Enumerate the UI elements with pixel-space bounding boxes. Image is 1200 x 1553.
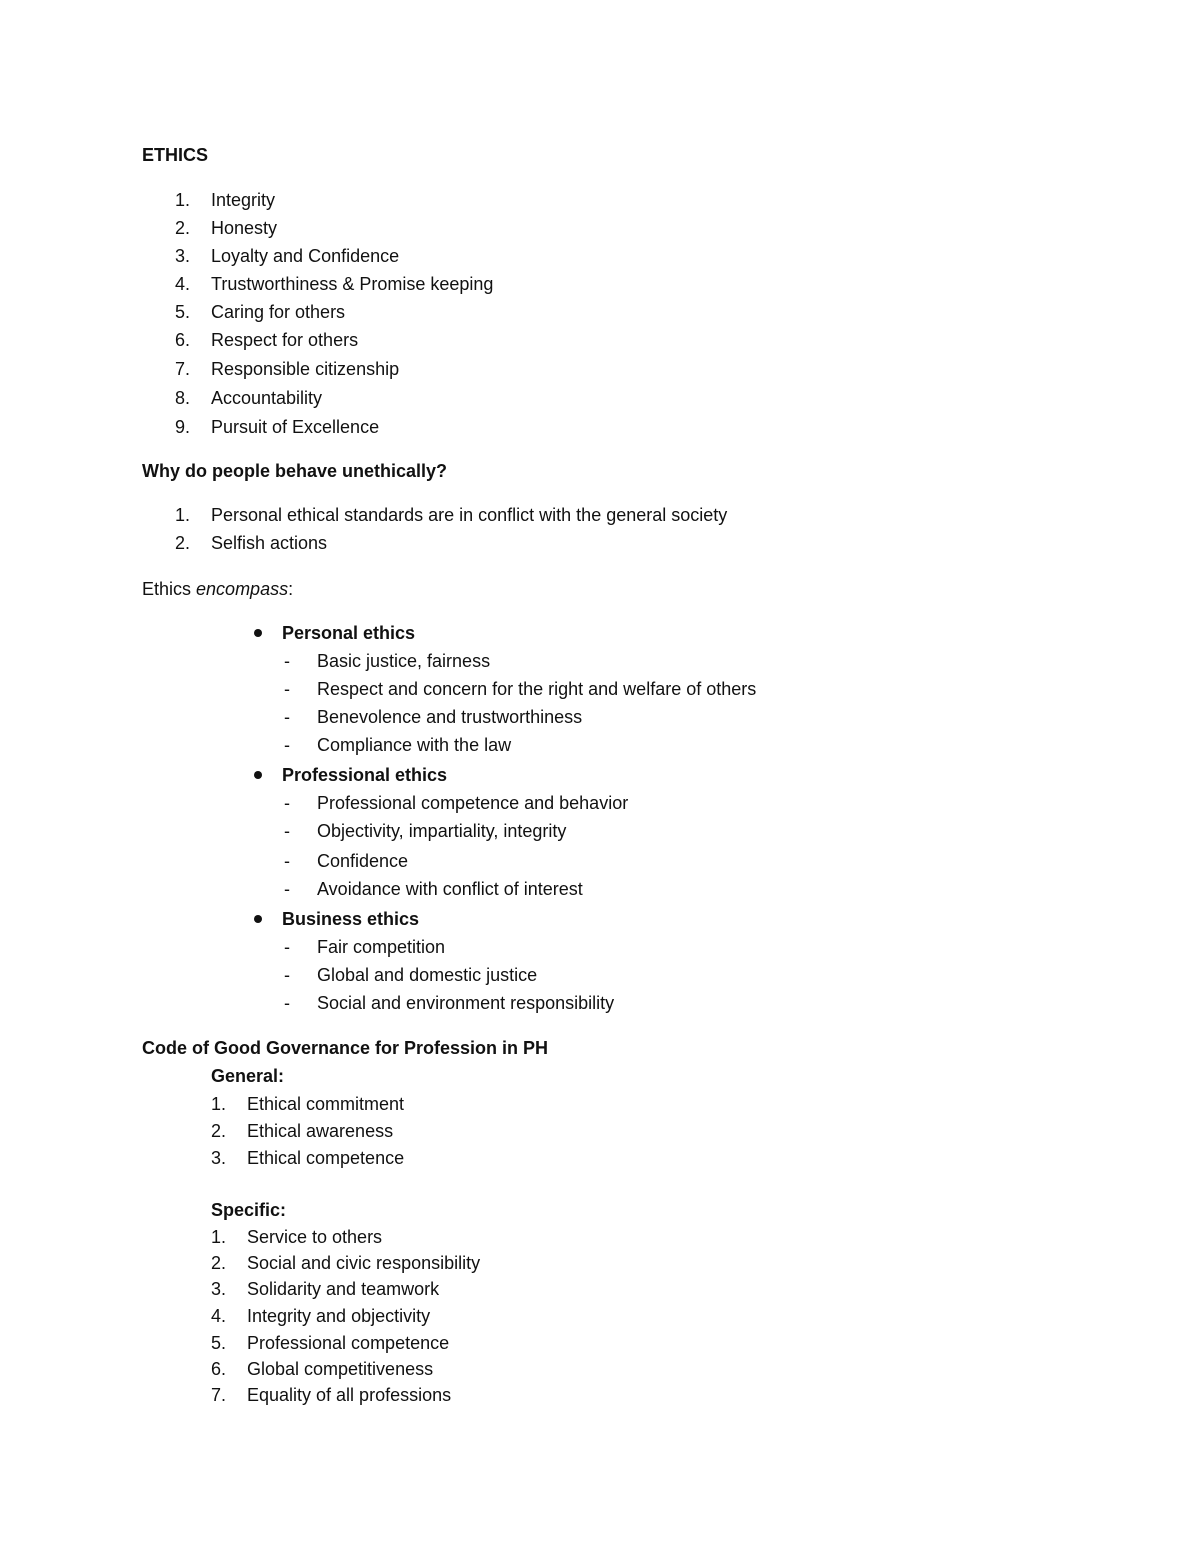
list-item	[211, 273, 493, 295]
list-item	[175, 301, 190, 323]
dash-icon: -	[284, 679, 290, 699]
list-item	[211, 1252, 226, 1274]
dash-marker	[284, 678, 290, 700]
list-item	[175, 189, 190, 211]
bullet-marker	[254, 622, 266, 644]
bullet-marker	[254, 908, 266, 930]
item-number: 4.	[211, 1306, 227, 1326]
list-item	[211, 1278, 226, 1300]
sub-item: Respect and concern for the right and welfare of others	[317, 679, 757, 699]
item-number: 1.	[211, 1227, 227, 1247]
list-item	[211, 189, 275, 211]
dash-icon: -	[284, 707, 290, 727]
list-item	[247, 1252, 480, 1274]
list-item	[211, 1147, 226, 1169]
item-text: Ethical commitment	[247, 1094, 405, 1114]
item-number: 1.	[175, 190, 191, 210]
list-item	[211, 1384, 226, 1406]
item-text: Respect for others	[211, 330, 359, 350]
encompass-suffix: :	[288, 579, 294, 599]
dash-icon: -	[284, 937, 290, 957]
item-text: Integrity and objectivity	[247, 1306, 431, 1326]
item-number: 3.	[211, 1279, 227, 1299]
item-text: Ethical awareness	[247, 1121, 394, 1141]
list-item	[211, 504, 727, 526]
item-number: 3.	[211, 1148, 227, 1168]
sub-item: Objectivity, impartiality, integrity	[317, 821, 567, 841]
item-text: Integrity	[211, 190, 276, 210]
dash-marker	[284, 992, 290, 1014]
item-text: Ethical competence	[247, 1148, 405, 1168]
list-item	[211, 245, 399, 267]
dash-marker	[284, 820, 290, 842]
item-text: Responsible citizenship	[211, 359, 400, 379]
dash-marker	[284, 964, 290, 986]
list-item	[211, 532, 327, 554]
dash-icon: -	[284, 965, 290, 985]
item-number: 1.	[175, 505, 191, 525]
list-item	[211, 217, 277, 239]
list-item	[211, 1093, 226, 1115]
list-item	[247, 1305, 430, 1327]
list-item	[211, 1305, 226, 1327]
list-item	[247, 1093, 404, 1115]
dash-icon: -	[284, 993, 290, 1013]
list-item	[247, 1358, 433, 1380]
specific-label: Specific:	[211, 1200, 287, 1220]
list-item	[175, 245, 190, 267]
dash-marker	[284, 850, 290, 872]
item-number: 5.	[175, 302, 191, 322]
list-item	[211, 387, 322, 409]
dash-marker	[284, 734, 290, 756]
bullet-marker	[254, 764, 266, 786]
item-text: Accountability	[211, 388, 323, 408]
item-text: Caring for others	[211, 302, 346, 322]
item-number: 7.	[175, 359, 191, 379]
list-item	[247, 1278, 439, 1300]
item-text: Trustworthiness & Promise keeping	[211, 274, 494, 294]
encompass-emphasis: encompass	[196, 579, 289, 599]
item-number: 7.	[211, 1385, 227, 1405]
list-item	[211, 358, 399, 380]
item-text: Pursuit of Excellence	[211, 417, 380, 437]
category-title: Personal ethics	[282, 623, 416, 643]
list-item	[175, 217, 190, 239]
doc-title: ETHICS	[142, 145, 209, 165]
code-heading: Code of Good Governance for Profession in PH	[142, 1038, 549, 1058]
sub-item: Benevolence and trustworthiness	[317, 707, 583, 727]
item-number: 9.	[175, 417, 191, 437]
sub-item: Avoidance with conflict of interest	[317, 879, 583, 899]
list-item	[247, 1384, 451, 1406]
bullet-icon	[254, 915, 262, 923]
dash-marker	[284, 936, 290, 958]
sub-item: Global and domestic justice	[317, 965, 538, 985]
list-item	[211, 416, 379, 438]
category-title: Professional ethics	[282, 765, 448, 785]
list-item	[247, 1332, 449, 1354]
sub-item: Basic justice, fairness	[317, 651, 491, 671]
item-number: 3.	[175, 246, 191, 266]
encompass-line	[142, 578, 293, 600]
sub-item: Confidence	[317, 851, 409, 871]
item-text: Global competitiveness	[247, 1359, 434, 1379]
dash-icon: -	[284, 735, 290, 755]
item-number: 8.	[175, 388, 191, 408]
list-item	[211, 1226, 226, 1248]
dash-icon: -	[284, 793, 290, 813]
list-item	[247, 1120, 393, 1142]
item-number: 2.	[175, 533, 191, 553]
dash-marker	[284, 878, 290, 900]
list-item	[211, 301, 345, 323]
bullet-icon	[254, 771, 262, 779]
category-title: Business ethics	[282, 909, 420, 929]
item-text: Professional competence	[247, 1333, 450, 1353]
dash-marker	[284, 792, 290, 814]
list-item	[175, 329, 190, 351]
list-item	[211, 1332, 226, 1354]
item-text: Personal ethical standards are in conflict with the general society	[211, 505, 728, 525]
item-text: Loyalty and Confidence	[211, 246, 400, 266]
dash-marker	[284, 650, 290, 672]
item-text: Service to others	[247, 1227, 383, 1247]
list-item	[175, 387, 190, 409]
encompass-prefix: Ethics	[142, 579, 197, 599]
sub-item: Social and environment responsibility	[317, 993, 615, 1013]
list-item	[175, 504, 190, 526]
item-number: 2.	[211, 1253, 227, 1273]
list-item	[247, 1147, 404, 1169]
item-number: 1.	[211, 1094, 227, 1114]
dash-icon: -	[284, 821, 290, 841]
dash-icon: -	[284, 879, 290, 899]
item-number: 2.	[175, 218, 191, 238]
bullet-icon	[254, 629, 262, 637]
item-number: 2.	[211, 1121, 227, 1141]
item-number: 6.	[211, 1359, 227, 1379]
list-item	[175, 358, 190, 380]
item-number: 5.	[211, 1333, 227, 1353]
list-item	[175, 273, 190, 295]
why-heading: Why do people behave unethically?	[142, 461, 448, 481]
list-item	[211, 1120, 226, 1142]
item-text: Equality of all professions	[247, 1385, 452, 1405]
sub-item: Compliance with the law	[317, 735, 512, 755]
item-number: 4.	[175, 274, 191, 294]
dash-icon: -	[284, 851, 290, 871]
item-text: Honesty	[211, 218, 278, 238]
list-item	[175, 532, 190, 554]
dash-icon: -	[284, 651, 290, 671]
list-item	[211, 329, 358, 351]
dash-marker	[284, 706, 290, 728]
item-number: 6.	[175, 330, 191, 350]
sub-item: Fair competition	[317, 937, 446, 957]
item-text: Social and civic responsibility	[247, 1253, 481, 1273]
list-item	[247, 1226, 382, 1248]
item-text: Solidarity and teamwork	[247, 1279, 440, 1299]
list-item	[211, 1358, 226, 1380]
list-item	[175, 416, 190, 438]
item-text: Selfish actions	[211, 533, 328, 553]
general-label: General:	[211, 1066, 285, 1086]
sub-item: Professional competence and behavior	[317, 793, 629, 813]
